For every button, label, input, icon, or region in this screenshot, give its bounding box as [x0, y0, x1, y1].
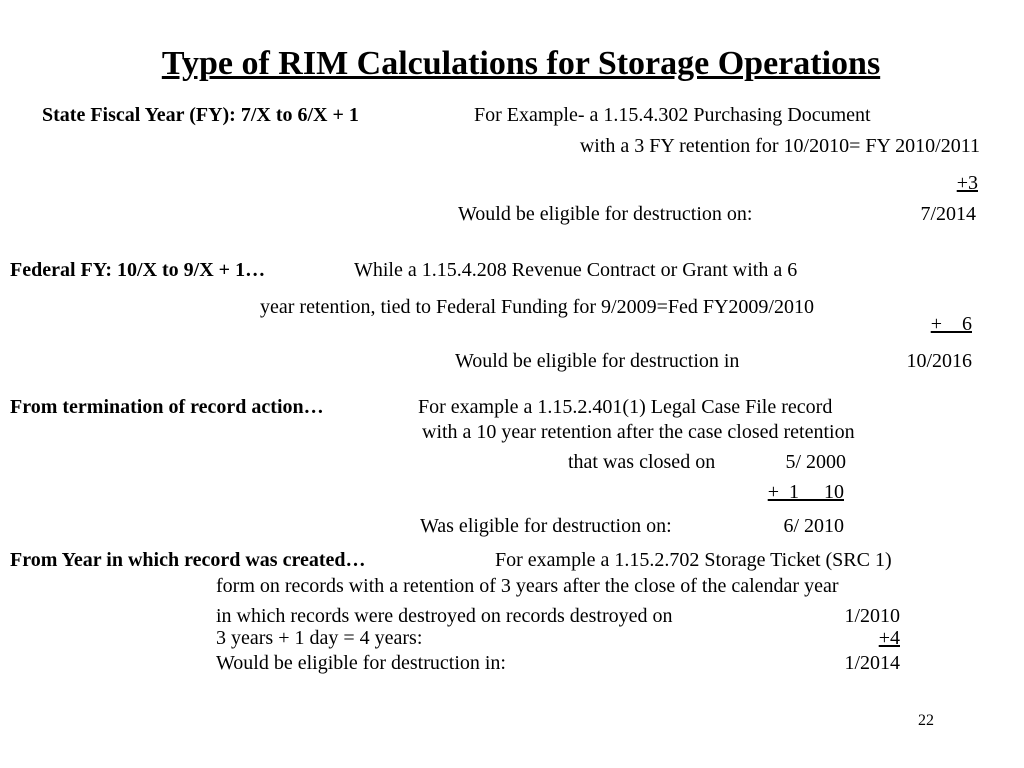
federal-fy-line2: year retention, tied to Federal Funding for 9/2009=Fed FY2009/2010: [260, 296, 814, 318]
created-result-value: 1/2014: [844, 652, 900, 674]
termination-result-label: Was eligible for destruction on:: [420, 515, 672, 537]
termination-closed-label: that was closed on: [568, 451, 716, 473]
termination-heading: From termination of record action…: [10, 396, 324, 418]
created-result-label: Would be eligible for destruction in:: [216, 652, 506, 674]
created-years-value: +4: [878, 627, 900, 649]
state-fy-add: +3: [956, 172, 978, 194]
created-line2: form on records with a retention of 3 years after the close of the calendar year: [216, 575, 839, 597]
termination-result-value: 6/ 2010: [783, 515, 844, 537]
slide-title: Type of RIM Calculations for Storage Operations: [161, 45, 881, 82]
federal-fy-example: While a 1.15.4.208 Revenue Contract or Grant with a 6: [354, 259, 798, 281]
termination-example: For example a 1.15.2.401(1) Legal Case File record: [418, 396, 833, 418]
federal-fy-add: + 6: [930, 313, 972, 335]
state-fy-result-label: Would be eligible for destruction on:: [458, 203, 753, 225]
created-example: For example a 1.15.2.702 Storage Ticket (SRC 1): [495, 549, 892, 571]
termination-closed-value: 5/ 2000: [785, 451, 846, 473]
state-fy-example: For Example- a 1.15.4.302 Purchasing Document: [474, 104, 871, 126]
state-fy-line2: with a 3 FY retention for 10/2010= FY 2010/2011: [579, 135, 980, 157]
created-years-label: 3 years + 1 day = 4 years:: [216, 627, 423, 649]
federal-fy-result-label: Would be eligible for destruction in: [455, 350, 740, 372]
created-heading: From Year in which record was created…: [10, 549, 366, 571]
page-number: 22: [918, 712, 934, 729]
federal-fy-result-value: 10/2016: [906, 350, 972, 372]
state-fy-result-value: 7/2014: [920, 203, 976, 225]
created-destroyed-label: in which records were destroyed on records destroyed on: [216, 605, 673, 627]
federal-fy-heading: Federal FY: 10/X to 9/X + 1…: [10, 259, 266, 281]
state-fy-heading: State Fiscal Year (FY): 7/X to 6/X + 1: [42, 104, 359, 126]
termination-add: + 1 10: [767, 481, 844, 503]
created-destroyed-value: 1/2010: [844, 605, 900, 627]
termination-line2: with a 10 year retention after the case closed retention: [422, 421, 855, 443]
